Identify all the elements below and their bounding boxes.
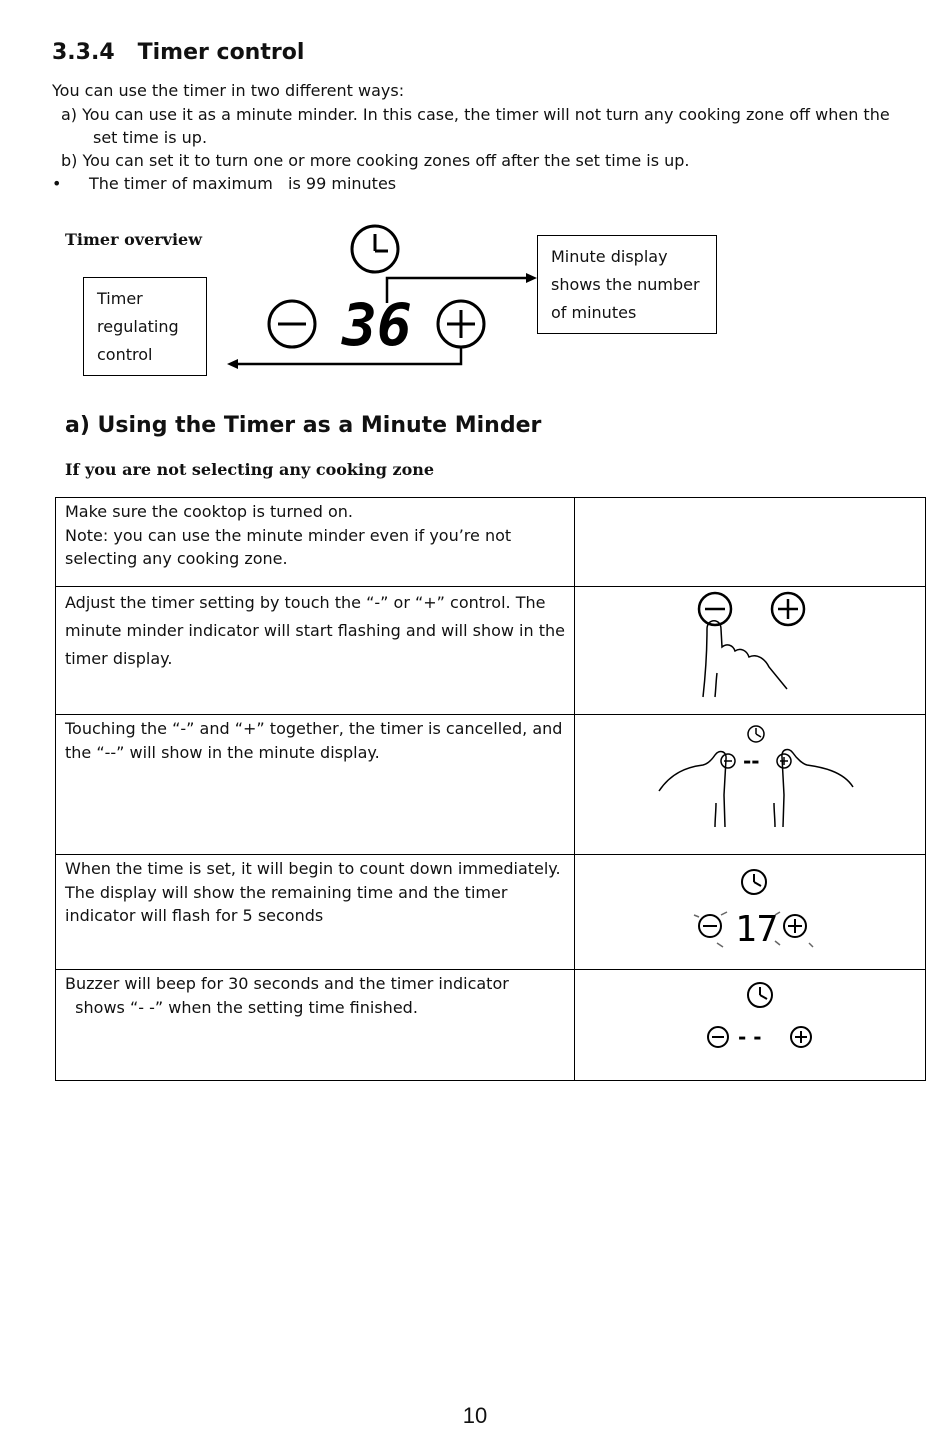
table-row bbox=[56, 970, 926, 1081]
intro-item-a-line2: set time is up. bbox=[93, 128, 208, 147]
page-number: 10 bbox=[462, 1403, 488, 1428]
timer-overview-diagram bbox=[215, 220, 545, 380]
minute-minder-heading: a) Using the Timer as a Minute Minder bbox=[65, 413, 542, 438]
step-illustration bbox=[574, 855, 925, 970]
table-row bbox=[56, 715, 926, 855]
step-illustration-empty bbox=[574, 498, 925, 587]
minus-control-icon bbox=[708, 1027, 728, 1047]
intro-lead: You can use the timer in two different ways: bbox=[52, 81, 405, 100]
cancel-display-dashes: -- bbox=[742, 749, 760, 773]
section-title: Timer control bbox=[137, 40, 305, 65]
timer-overview-title: Timer overview bbox=[65, 230, 202, 249]
plus-control-icon bbox=[772, 593, 804, 625]
step-text bbox=[56, 587, 575, 715]
section-number: 3.3.4 bbox=[52, 40, 115, 65]
step-2-line-1: Adjust the timer setting by touch the “-” or “+” control. The bbox=[65, 593, 546, 612]
step-3-line-1: Touching the “-” and “+” together, the timer is cancelled, and bbox=[65, 719, 563, 738]
minute-display-box bbox=[537, 235, 717, 334]
step-3-line-2: the “--” will show in the minute display. bbox=[65, 742, 380, 762]
step-2-line-2: minute minder indicator will start flashing and will show in the bbox=[65, 621, 565, 640]
step-2-line-3: timer display. bbox=[65, 649, 173, 668]
section-heading bbox=[52, 40, 304, 65]
minute-minder-subheading: If you are not selecting any cooking zone bbox=[65, 460, 435, 479]
step-text bbox=[56, 715, 575, 855]
step-1-line-3: selecting any cooking zone. bbox=[65, 549, 288, 568]
left-box-line-3: control bbox=[97, 345, 153, 364]
step-1-line-2: Note: you can use the minute minder even if you’re not bbox=[65, 525, 512, 545]
step-illustration bbox=[574, 715, 925, 855]
right-box-line-2: shows the number bbox=[551, 275, 700, 294]
step-5-line-1: Buzzer will beep for 30 seconds and the timer indicator bbox=[65, 974, 509, 993]
intro-item-b: b) You can set it to turn one or more cooking zones off after the set time is up. bbox=[61, 151, 690, 170]
left-box-line-2: regulating bbox=[97, 317, 179, 336]
bullet-symbol: • bbox=[52, 174, 62, 193]
bullet-text: The timer of maximum is 99 minutes bbox=[89, 174, 397, 193]
plus-control-icon bbox=[784, 915, 806, 937]
step-4-line-1: When the time is set, it will begin to count down immediately. bbox=[65, 859, 561, 878]
plus-control-icon bbox=[777, 754, 791, 768]
step-illustration bbox=[574, 587, 925, 715]
clock-icon bbox=[748, 983, 772, 1007]
countdown-display-illustration bbox=[575, 855, 925, 968]
right-box-line-1: Minute display bbox=[551, 247, 668, 266]
step-1-line-1: Make sure the cooktop is turned on. bbox=[65, 502, 353, 521]
finished-display-dashes: - - bbox=[737, 1025, 762, 1049]
finger-touch-minus-illustration bbox=[575, 587, 925, 713]
left-hand-icon bbox=[659, 752, 726, 827]
clock-icon bbox=[742, 870, 766, 894]
left-box-line-1: Timer bbox=[97, 289, 143, 308]
two-fingers-cancel-illustration bbox=[575, 715, 925, 853]
minus-control-icon bbox=[699, 915, 721, 937]
timer-regulating-control-box bbox=[83, 277, 207, 376]
intro-item-a-line1: a) You can use it as a minute minder. In this case, the timer will not turn any cooking zone off when the bbox=[61, 105, 890, 124]
minus-control-icon bbox=[721, 754, 735, 768]
finished-display-illustration bbox=[575, 970, 925, 1079]
step-5-line-2: shows “- -” when the setting time finished. bbox=[65, 997, 418, 1017]
step-text bbox=[56, 498, 575, 587]
table-row bbox=[56, 855, 926, 970]
step-text bbox=[56, 970, 575, 1081]
plus-control-icon bbox=[438, 301, 484, 347]
step-text bbox=[56, 855, 575, 970]
hand-icon bbox=[703, 621, 787, 697]
clock-icon bbox=[352, 226, 398, 272]
overview-display-digits: 36 bbox=[342, 291, 412, 359]
plus-control-icon bbox=[791, 1027, 811, 1047]
step-4-line-3: indicator will flash for 5 seconds bbox=[65, 906, 324, 925]
step-4-line-2: The display will show the remaining time and the timer bbox=[65, 882, 508, 902]
countdown-display-digits: 17 bbox=[734, 909, 779, 950]
steps-table bbox=[55, 497, 926, 1081]
right-box-line-3: of minutes bbox=[551, 303, 637, 322]
step-illustration bbox=[574, 970, 925, 1081]
clock-icon bbox=[748, 726, 764, 742]
table-row bbox=[56, 498, 926, 587]
table-row bbox=[56, 587, 926, 715]
minus-control-icon bbox=[269, 301, 315, 347]
